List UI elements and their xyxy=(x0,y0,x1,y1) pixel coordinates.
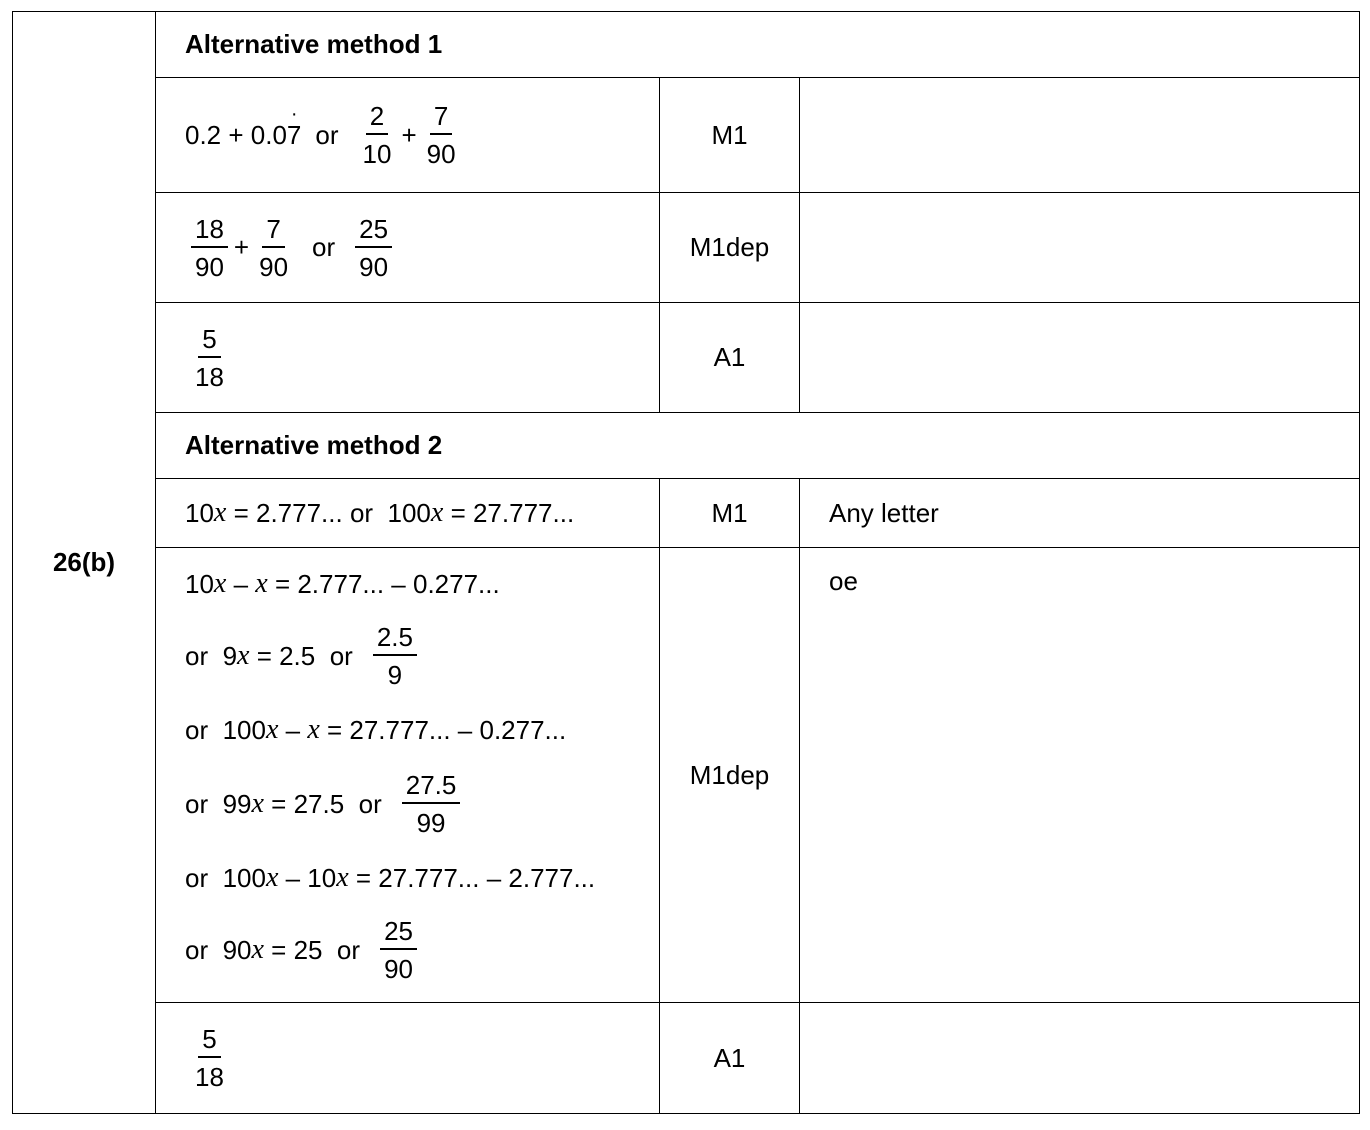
method-2-row-2-mark: M1dep xyxy=(660,548,800,1003)
fraction: $\frac{25}{90}$ xyxy=(380,918,417,982)
method-2-row-1-working: 10 x = 2.777... or 100 x = 27.777... xyxy=(156,479,660,548)
method-1-row-3-comment xyxy=(800,303,1360,413)
method-1-row-1-working: 0.2 + 0.0 · 7 or $\frac{2}{10}$ + $\frac{7}{90}$ xyxy=(156,78,660,193)
fraction: $\frac{5}{18}$ xyxy=(195,1024,224,1092)
method-1-heading: Alternative method 1 xyxy=(156,12,1360,78)
method-1-row-2-mark: M1dep xyxy=(660,193,800,303)
fraction: $\frac{2}{10}$ xyxy=(362,101,392,169)
method-2-row-3-comment xyxy=(800,1003,1360,1114)
method-1-row-3-working xyxy=(156,303,660,413)
method-1-row-3-mark: A1 xyxy=(660,303,800,413)
method-1-row-2-comment xyxy=(800,193,1360,303)
fraction: $\frac{7}{90}$ xyxy=(426,101,456,169)
method-2-row-1-comment: Any letter xyxy=(800,479,1360,548)
fraction: $\frac{27.5}{99}$ xyxy=(402,772,461,836)
fraction: $\frac{25}{90}$ xyxy=(355,216,392,280)
method-2-row-3-working xyxy=(156,1003,660,1114)
mark-scheme-table xyxy=(12,11,1360,1114)
method-1-row-2-working: $\frac{18}{90}$ + $\frac{7}{90}$ or $\frac{25}{90}$ xyxy=(156,193,660,303)
method-2-row-2-working: 10 x – x = 2.777... – 0.277... or 9 x = 2.5 or $\frac{2.5}{9}$ or 100 x – x = 27.777... – 0.277... or 99 x = 27.5 or $\frac{27.5}{99}$ or 100 x – 10 x = 27.777... – 2.777... or 90 x = 25 or $\frac{25}{90}$ xyxy=(156,548,660,1003)
fraction: $\frac{7}{90}$ xyxy=(259,213,289,282)
fraction: $\frac{2.5}{9}$ xyxy=(373,624,417,688)
method-2-heading: Alternative method 2 xyxy=(156,413,1360,479)
method-2-row-2-comment: oe xyxy=(800,548,1360,1003)
method-2-row-1-mark: M1 xyxy=(660,479,800,548)
recurring-digit: · 7 xyxy=(287,120,301,151)
method-2-row-3-mark: A1 xyxy=(660,1003,800,1114)
fraction: $\frac{5}{18}$ xyxy=(195,323,224,392)
fraction: $\frac{18}{90}$ xyxy=(191,216,228,280)
question-number: 26(b) xyxy=(13,12,156,1114)
method-1-row-1-mark: M1 xyxy=(660,78,800,193)
method-1-row-1-comment xyxy=(800,78,1360,193)
